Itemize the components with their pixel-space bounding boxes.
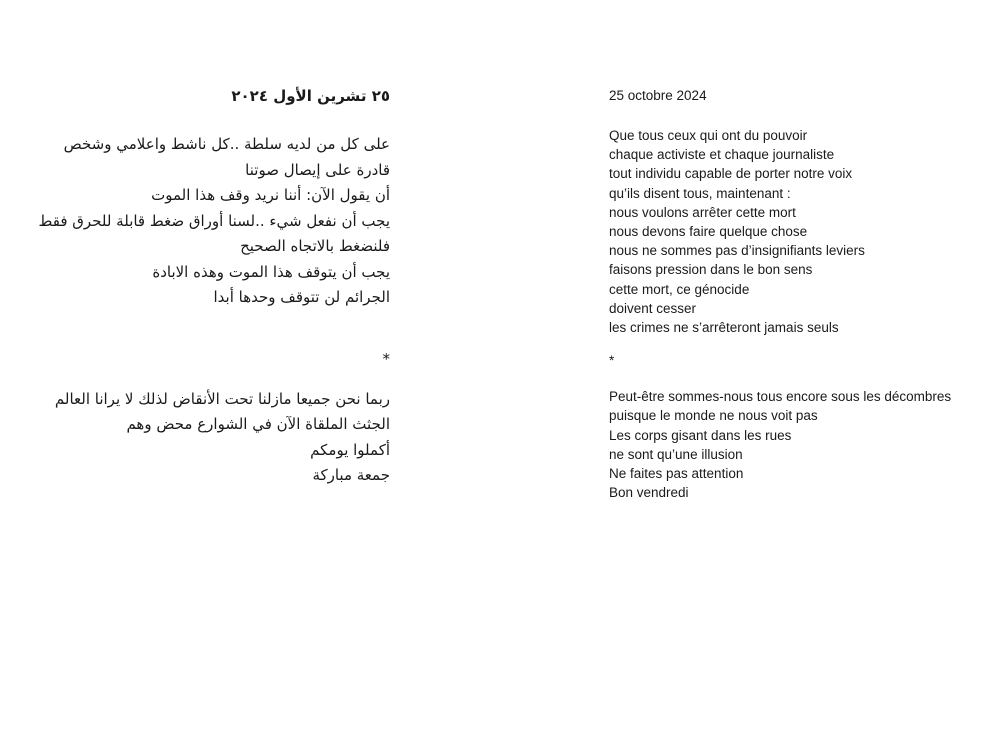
french-poem xyxy=(609,86,989,502)
poem-line: فلنضغط بالاتجاه الصحيح xyxy=(240,237,390,255)
poem-line: جمعة مباركة xyxy=(312,466,390,484)
poem-line: يجب أن نفعل شيء ..لسنا أوراق ضغط قابلة للحرق فقط xyxy=(38,211,390,230)
poem-line: على كل من لديه سلطة ..كل ناشط واعلامي وشخص xyxy=(63,135,390,153)
poem-line: tout individu capable de porter notre voix xyxy=(609,166,853,182)
poem-line: puisque le monde ne nous voit pas xyxy=(609,408,818,424)
poem-line: Bon vendredi xyxy=(609,485,689,501)
poem-line: Que tous ceux qui ont du pouvoir xyxy=(609,128,808,143)
poem-line: les crimes ne s’arrêteront jamais seuls xyxy=(609,320,839,336)
poem-line: nous voulons arrêter cette mort xyxy=(609,204,796,220)
arabic-stanza-1 xyxy=(30,132,390,311)
poem-line: Les corps gisant dans les rues xyxy=(609,427,792,443)
poem-line: Ne faites pas attention xyxy=(609,466,744,482)
stanza-separator: * xyxy=(609,353,615,369)
arabic-date: ٢٥ تشرين الأول ٢٠٢٤ xyxy=(231,87,390,105)
poem-line: الجرائم لن تتوقف وحدها أبدا xyxy=(213,288,390,306)
poem-line: قادرة على إيصال صوتنا xyxy=(245,160,390,179)
poem-line: يجب أن يتوقف هذا الموت وهذه الابادة xyxy=(152,262,390,281)
stanza-separator: * xyxy=(382,349,390,368)
poem-line: الجثث الملقاة الآن في الشوارع محض وهم xyxy=(126,415,390,433)
right-page xyxy=(500,0,1000,750)
poem-line: nous ne sommes pas d’insignifiants leviers xyxy=(609,243,865,259)
french-date: 25 octobre 2024 xyxy=(609,88,707,103)
poem-line: أكملوا يومكم xyxy=(310,440,390,459)
french-stanza-1 xyxy=(609,126,989,337)
arabic-stanza-2 xyxy=(30,387,390,489)
french-stanza-2 xyxy=(609,387,989,502)
poem-line: qu’ils disent tous, maintenant : xyxy=(609,185,791,201)
poem-line: doivent cesser xyxy=(609,300,697,316)
poem-line: Peut-être sommes-nous tous encore sous les décombres xyxy=(609,389,952,405)
poem-line: faisons pression dans le bon sens xyxy=(609,262,813,278)
poem-line: أن يقول الآن: أننا نريد وقف هذا الموت xyxy=(151,186,390,204)
arabic-poem xyxy=(30,84,390,489)
poem-line: nous devons faire quelque chose xyxy=(609,224,808,240)
poem-line: ربما نحن جميعا مازلنا تحت الأنقاض لذلك لا يرانا العالم xyxy=(54,389,390,408)
poem-line: ne sont qu’une illusion xyxy=(609,446,743,462)
poem-line: cette mort, ce génocide xyxy=(609,281,750,297)
poem-line: chaque activiste et chaque journaliste xyxy=(609,147,835,163)
